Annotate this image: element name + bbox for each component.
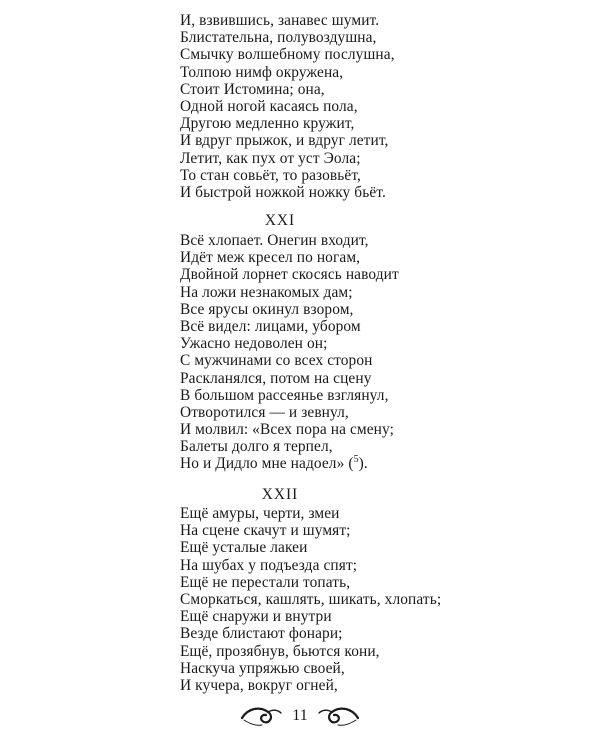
- verse-line: Ещё, прозябнув, бьются кони,: [180, 642, 380, 660]
- verse-line: Раскланялся, потом на сцену: [180, 369, 372, 387]
- verse-line: И, взвившись, занавес шумит.: [180, 12, 380, 29]
- page-number: 11: [292, 707, 308, 724]
- verse-line: Отворотился — и зевнул,: [180, 403, 349, 421]
- stanza-xxii: [180, 505, 580, 694]
- verse-line: Летит, как пух от уст Эола;: [180, 149, 361, 167]
- verse-line: Смычку волшебному послушна,: [180, 46, 395, 64]
- verse-line: И вдруг прыжок, и вдруг летит,: [180, 132, 389, 150]
- page-footer: [240, 700, 360, 734]
- verse-line: Идёт меж кресел по ногам,: [180, 249, 361, 267]
- verse-line: И быстрой ножкой ножку бьёт.: [180, 183, 386, 201]
- verse-line: На ложи незнакомых дам;: [180, 283, 353, 301]
- verse-line: То стан совьёт, то разовьёт,: [180, 166, 361, 184]
- verse-line: Стоит Истомина; она,: [180, 80, 325, 98]
- footnote-reference: ($^5$).: [348, 454, 368, 473]
- verse-line: Наскуча упряжью своей,: [180, 659, 345, 677]
- verse-line: Всё видел: лицами, убором: [180, 317, 361, 335]
- verse-line: С мужчинами со всех сторон: [180, 352, 373, 370]
- stanza-xxi: [180, 232, 580, 473]
- verse-line: Всё хлопает. Онегин входит,: [180, 232, 369, 249]
- swirl-ornament-icon: [318, 704, 360, 730]
- verse-line: Двойной лорнет скосясь наводит: [180, 266, 399, 284]
- intro-verse: [180, 12, 580, 201]
- verse-line: Другою медленно кружит,: [180, 115, 355, 133]
- stanza-number-xxi: XXI: [264, 212, 296, 229]
- stanza-number-xxii: XXII: [261, 486, 299, 503]
- verse-line-with-footnote: [180, 455, 580, 472]
- verse-line: Ещё снаружи и внутри: [180, 608, 332, 626]
- verse-line: Ещё не перестали топать,: [180, 573, 351, 591]
- verse-line: И молвил: «Всех пора на смену;: [180, 421, 394, 439]
- verse-line: Все ярусы окинул взором,: [180, 300, 354, 318]
- verse-line: Ещё усталые лакеи: [180, 539, 308, 557]
- verse-line: Ужасно недоволен он;: [180, 335, 328, 353]
- verse-line: Везде блистают фонари;: [180, 625, 343, 643]
- swirl-ornament-icon: [240, 704, 282, 730]
- verse-line: В большом рассеянье взглянул,: [180, 386, 389, 404]
- verse-line: Балеты долго я терпел,: [180, 438, 333, 456]
- verse-line: Одной ногой касаясь пола,: [180, 97, 358, 115]
- verse-line: На шубах у подъезда спят;: [180, 556, 358, 574]
- verse-text: Но и Дидло мне надоел»: [180, 455, 345, 473]
- verse-line: И кучера, вокруг огней,: [180, 676, 338, 694]
- verse-line: Ещё амуры, черти, змеи: [180, 505, 340, 522]
- verse-line: Сморкаться, кашлять, шикать, хлопать;: [180, 590, 442, 608]
- verse-line: Блистательна, полувоздушна,: [180, 29, 377, 47]
- verse-line: Толпою нимф окружена,: [180, 63, 344, 81]
- verse-line: На сцене скачут и шумят;: [180, 522, 351, 540]
